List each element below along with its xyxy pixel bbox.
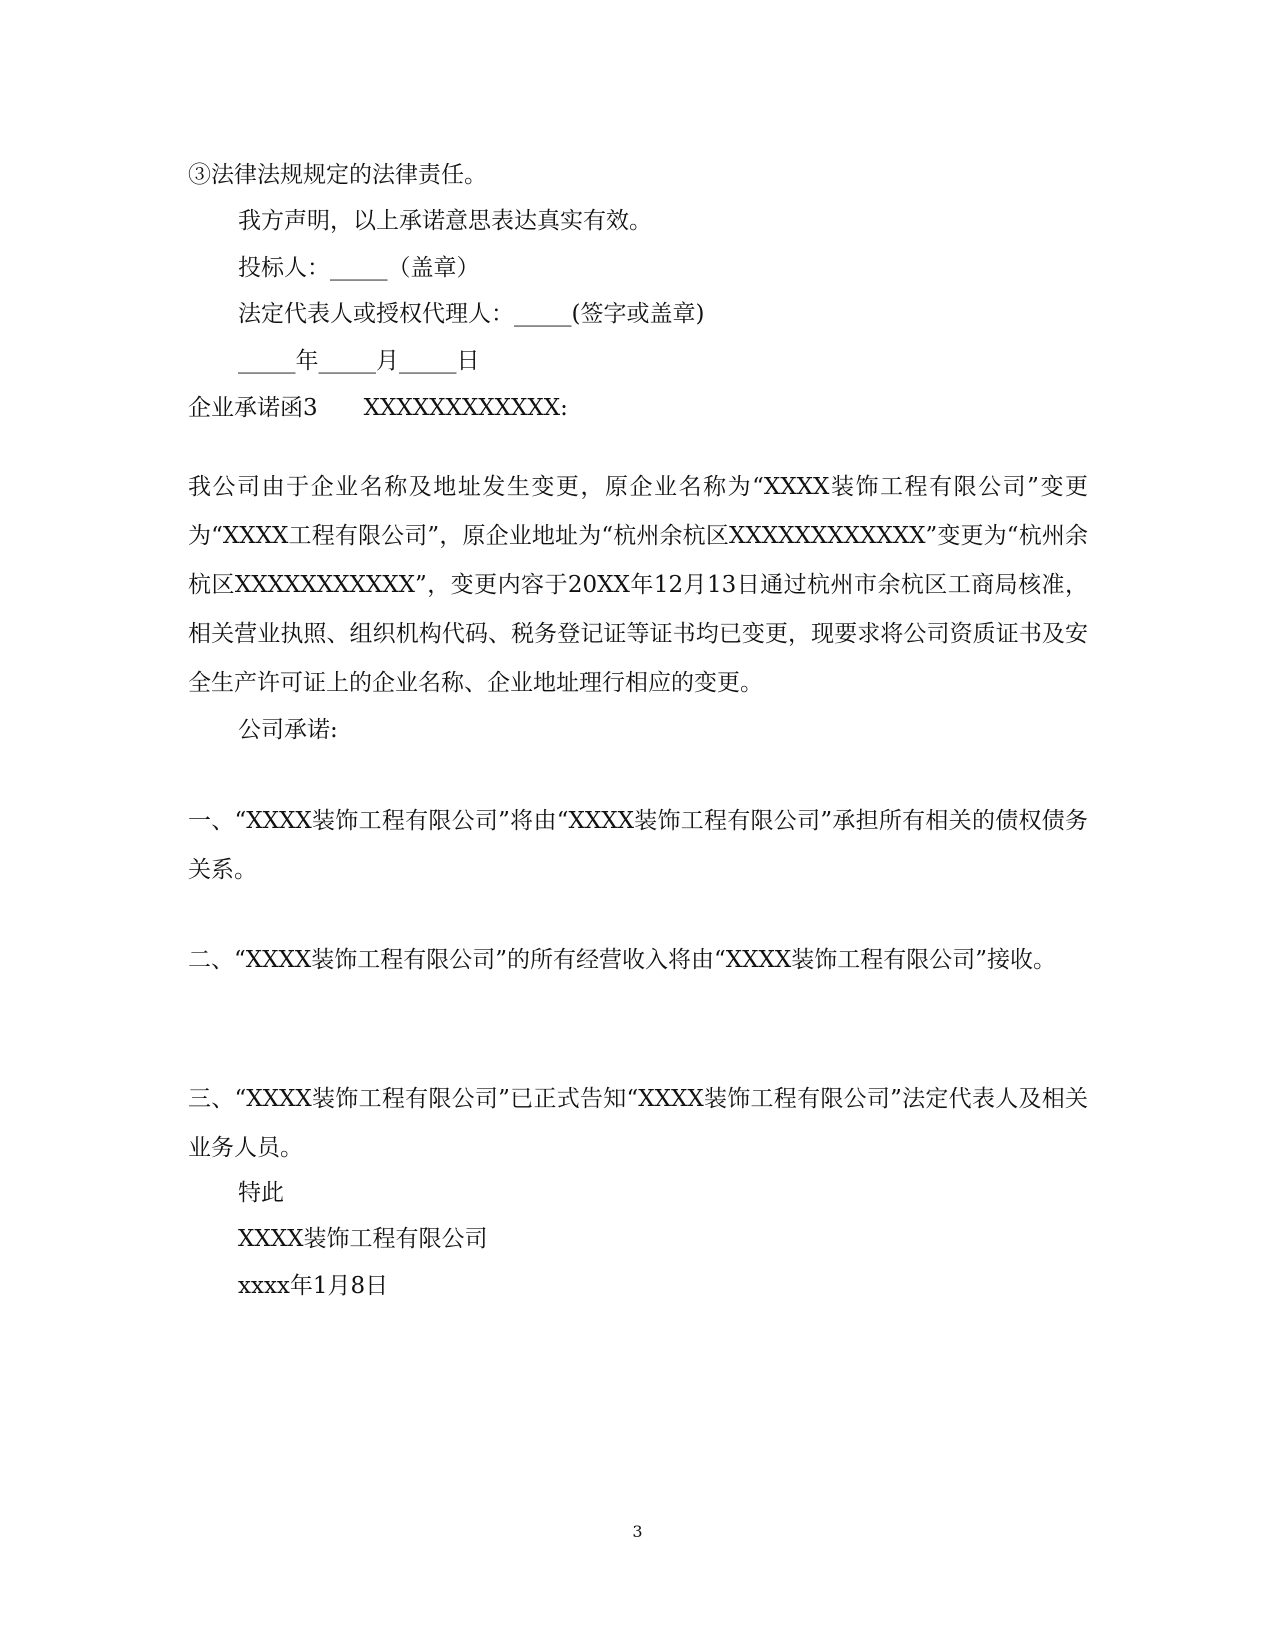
letter-heading: 企业承诺函3 XXXXXXXXXXXX:: [188, 395, 568, 421]
change-notice-paragraph: 我公司由于企业名称及地址发生变更，原企业名称为“XXXX装饰工程有限公司”变更为“XXXX工程有限公司”，原企业地址为“杭州余杭区XXXXXXXXXXXX”变更为“杭州余杭区XXXXXXXXXXX”，变更内容于20XX年12月13日通过杭州市余杭区工商局核准，相关营业执照、组织机构代码、税务登记证等证书均已变更，现要求将公司资质证书及安全生产许可证上的企业名称、企业地址理行相应的变更。: [188, 474, 1088, 696]
date-blank-line: _____年_____月_____日: [238, 348, 480, 374]
commitment-item-2: 二、“XXXX装饰工程有限公司”的所有经营收入将由“XXXX装饰工程有限公司”接收。: [188, 947, 1057, 973]
page-number: 3: [632, 1522, 643, 1541]
signing-date: xxxx年1月8日: [238, 1273, 389, 1299]
commitment-intro: 公司承诺:: [238, 717, 338, 743]
bidder-line: 投标人：_____（盖章）: [238, 255, 480, 281]
commitment-item-3: 三、“XXXX装饰工程有限公司”已正式告知“XXXX装饰工程有限公司”法定代表人及相关业务人员。: [188, 1086, 1088, 1161]
hereby-line: 特此: [238, 1180, 284, 1206]
representative-line: 法定代表人或授权代理人：_____(签字或盖章): [238, 301, 705, 327]
commitment-item-1: 一、“XXXX装饰工程有限公司”将由“XXXX装饰工程有限公司”承担所有相关的债权债务关系。: [188, 808, 1088, 883]
item-3-line: ③法律法规规定的法律责任。: [188, 162, 487, 188]
signing-company: XXXX装饰工程有限公司: [238, 1226, 488, 1252]
declaration-line: 我方声明，以上承诺意思表达真实有效。: [238, 208, 652, 234]
